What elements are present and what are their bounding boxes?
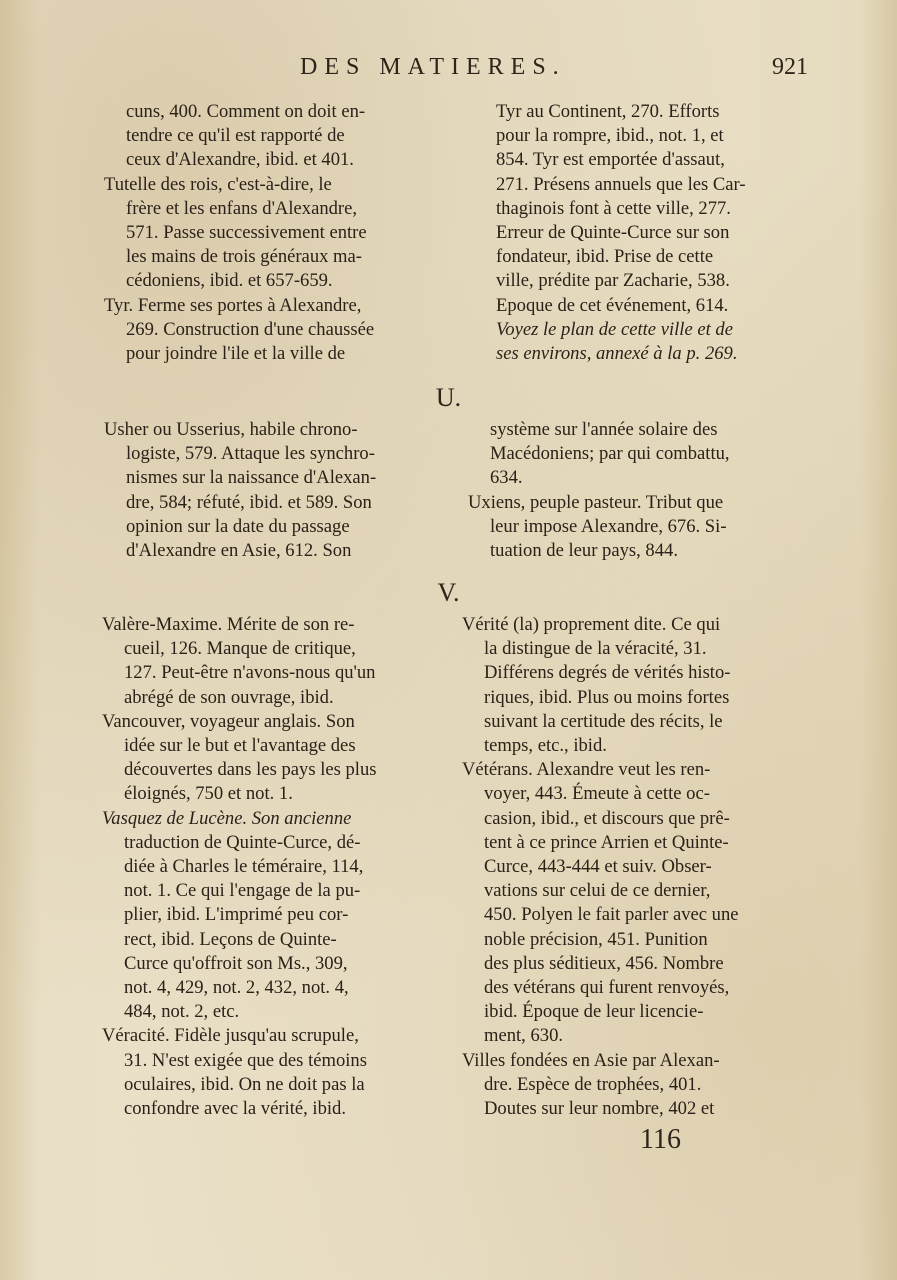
index-line: d'Alexandre en Asie, 612. Son xyxy=(126,540,352,562)
index-entry-tutelle xyxy=(104,173,436,294)
index-entry-vasquez xyxy=(102,807,438,1025)
index-line: des plus séditieux, 456. Nombre xyxy=(484,952,724,974)
index-line: Valère-Maxime. Mérite de son re- xyxy=(102,614,355,635)
index-line: noble précision, 451. Punition xyxy=(484,928,708,950)
index-line: 31. N'est exigée que des témoins xyxy=(124,1049,367,1071)
index-entry-usher-continued xyxy=(468,418,802,491)
index-line: éloignés, 750 et not. 1. xyxy=(124,783,293,805)
index-line: Epoque de cet événement, 614. xyxy=(496,294,729,316)
index-line: 484, not. 2, etc. xyxy=(124,1001,240,1023)
index-entry-villes xyxy=(462,1049,804,1122)
index-line: ses environs, annexé à la p. 269. xyxy=(496,343,738,365)
index-line: opinion sur la date du passage xyxy=(126,515,350,537)
index-line: confondre avec la vérité, ibid. xyxy=(124,1098,346,1120)
index-line: not. 1. Ce qui l'engage de la pu- xyxy=(124,880,361,902)
index-line: dre. Espèce de trophées, 401. xyxy=(484,1073,702,1095)
index-entry-vancouver xyxy=(102,710,438,807)
index-line: pour joindre l'ile et la ville de xyxy=(126,343,346,365)
index-line: not. 4, 429, not. 2, 432, not. 4, xyxy=(124,977,349,999)
index-line: nismes sur la naissance d'Alexan- xyxy=(126,467,377,489)
index-column-top-left xyxy=(104,100,436,366)
index-line: système sur l'année solaire des xyxy=(490,419,718,440)
index-line: Curce qu'offroit son Ms., 309, xyxy=(124,952,348,974)
index-line: ment, 630. xyxy=(484,1025,564,1047)
index-line: voyer, 443. Émeute à cette oc- xyxy=(484,783,710,805)
index-line: frère et les enfans d'Alexandre, xyxy=(126,197,358,219)
index-entry-tyr-continued xyxy=(496,100,802,366)
index-line: ibid. Époque de leur licencie- xyxy=(484,1001,704,1023)
page-header xyxy=(0,54,897,84)
index-line: Usher ou Usserius, habile chrono- xyxy=(104,419,358,440)
index-column-v-right xyxy=(462,613,804,1121)
index-line: idée sur le but et l'avantage des xyxy=(124,735,356,757)
index-line: rect, ibid. Leçons de Quinte- xyxy=(124,928,337,950)
index-line: 854. Tyr est emportée d'assaut, xyxy=(496,149,725,171)
page-number: 921 xyxy=(772,54,808,80)
index-line: Erreur de Quinte-Curce sur son xyxy=(496,222,730,244)
index-line: 269. Construction d'une chaussée xyxy=(126,318,375,340)
index-line: Uxiens, peuple pasteur. Tribut que xyxy=(468,491,724,513)
index-line: 271. Présens annuels que les Car- xyxy=(496,173,746,195)
index-entry-valere-maxime xyxy=(102,613,438,710)
signature-mark: 116 xyxy=(640,1124,681,1155)
index-entry-usher xyxy=(104,418,436,563)
index-line: pour la rompre, ibid., not. 1, et xyxy=(496,125,724,147)
index-line: thaginois font à cette ville, 277. xyxy=(496,197,731,219)
index-line: Tutelle des rois, c'est-à-dire, le xyxy=(104,173,332,195)
index-entry-veterans xyxy=(462,758,804,1048)
index-line: oculaires, ibid. On ne doit pas la xyxy=(124,1073,365,1095)
index-line: tendre ce qu'il est rapporté de xyxy=(126,125,345,147)
index-line: Voyez le plan de cette ville et de xyxy=(496,318,733,340)
section-heading-u: U. xyxy=(435,383,462,412)
index-entry-veracite xyxy=(102,1024,438,1121)
index-line: Tyr. Ferme ses portes à Alexandre, xyxy=(104,294,362,316)
index-line: découvertes dans les pays les plus xyxy=(124,759,377,781)
index-line: diée à Charles le téméraire, 114, xyxy=(124,856,364,878)
index-line: Véracité. Fidèle jusqu'au scrupule, xyxy=(102,1025,359,1047)
index-line: Curce, 443-444 et suiv. Obser- xyxy=(484,856,712,878)
index-line: ceux d'Alexandre, ibid. et 401. xyxy=(126,149,354,171)
index-line: ville, prédite par Zacharie, 538. xyxy=(496,270,730,292)
index-line: des vétérans qui furent renvoyés, xyxy=(484,977,730,999)
index-line: les mains de trois généraux ma- xyxy=(126,246,362,268)
index-line: logiste, 579. Attaque les synchro- xyxy=(126,443,375,465)
index-line: temps, etc., ibid. xyxy=(484,735,607,757)
index-line: riques, ibid. Plus ou moins fortes xyxy=(484,686,730,708)
section-heading-v: V. xyxy=(437,578,460,607)
index-line: la distingue de la véracité, 31. xyxy=(484,638,707,660)
index-line: Macédoniens; par qui combattu, xyxy=(490,443,730,465)
index-line: leur impose Alexandre, 676. Si- xyxy=(490,515,727,537)
index-line: 127. Peut-être n'avons-nous qu'un xyxy=(124,662,376,684)
index-line: plier, ibid. L'imprimé peu cor- xyxy=(124,904,349,926)
running-title: DES MATIERES. xyxy=(300,54,566,80)
index-line: dre, 584; réfuté, ibid. et 589. Son xyxy=(126,491,372,513)
index-line: vations sur celui de ce dernier, xyxy=(484,880,711,902)
index-entry-continuation xyxy=(104,100,436,173)
index-line: traduction de Quinte-Curce, dé- xyxy=(124,831,361,853)
index-column-v-left xyxy=(102,613,438,1121)
index-line: cédoniens, ibid. et 657-659. xyxy=(126,270,333,292)
index-line: Vasquez de Lucène. Son ancienne xyxy=(102,807,352,829)
index-column-u-right xyxy=(468,418,802,563)
index-line: cueil, 126. Manque de critique, xyxy=(124,638,356,660)
index-line: fondateur, ibid. Prise de cette xyxy=(496,246,714,268)
index-line: abrégé de son ouvrage, ibid. xyxy=(124,686,334,708)
index-line: suivant la certitude des récits, le xyxy=(484,710,723,732)
index-entry-uxiens xyxy=(468,491,802,564)
index-line: casion, ibid., et discours que prê- xyxy=(484,807,730,829)
index-line: 571. Passe successivement entre xyxy=(126,222,367,244)
index-entry-tyr xyxy=(104,294,436,367)
index-line: tent à ce prince Arrien et Quinte- xyxy=(484,831,729,853)
index-line: Vérité (la) proprement dite. Ce qui xyxy=(462,614,721,635)
index-line: tuation de leur pays, 844. xyxy=(490,540,678,562)
index-column-top-right xyxy=(496,100,802,366)
index-column-u-left xyxy=(104,418,436,563)
index-entry-verite xyxy=(462,613,804,758)
index-line: Vancouver, voyageur anglais. Son xyxy=(102,710,355,732)
index-line: cuns, 400. Comment on doit en- xyxy=(126,101,366,122)
index-line: Différens degrés de vérités histo- xyxy=(484,662,731,684)
index-line: Doutes sur leur nombre, 402 et xyxy=(484,1098,715,1120)
index-line: 634. xyxy=(490,467,523,489)
index-line: Tyr au Continent, 270. Efforts xyxy=(496,101,720,122)
index-line: Vétérans. Alexandre veut les ren- xyxy=(462,759,711,781)
index-line: Villes fondées en Asie par Alexan- xyxy=(462,1049,720,1071)
index-line: 450. Polyen le fait parler avec une xyxy=(484,904,739,926)
